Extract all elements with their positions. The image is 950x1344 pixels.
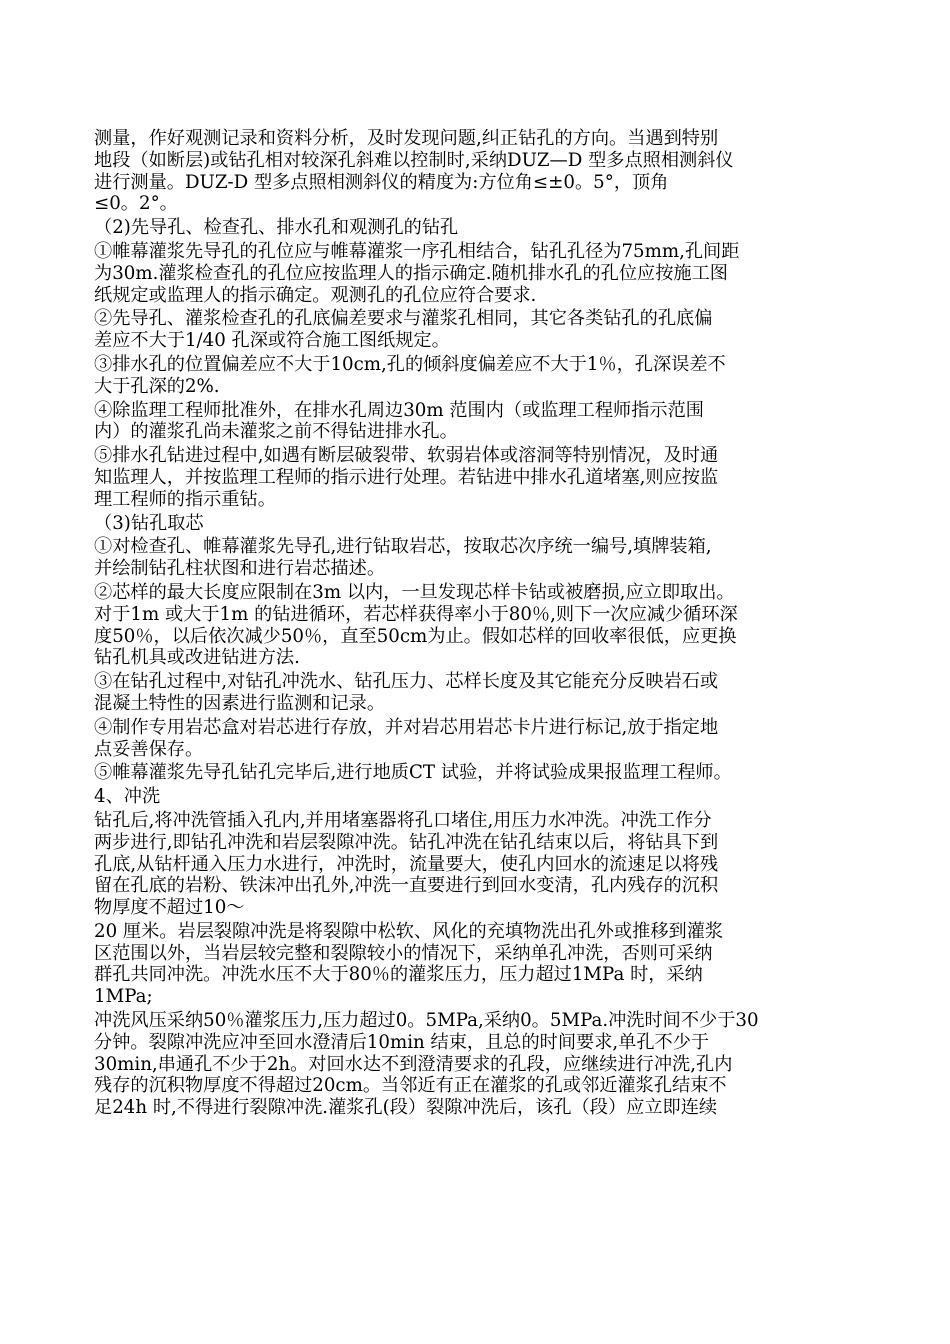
paragraph bbox=[94, 810, 864, 919]
paragraph bbox=[94, 400, 864, 444]
text-line: 度50％，以后依次减少50％，直至50cm为止。假如芯样的回收率很低，应更换 bbox=[94, 625, 737, 647]
text-line: ④制作专用岩芯盒对岩芯进行存放，并对岩芯用岩芯卡片进行标记,放于指定地 bbox=[94, 716, 719, 738]
text-line: （2)先导孔、检查孔、排水孔和观测孔的钻孔 bbox=[94, 217, 459, 239]
text-line: ②先导孔、灌浆检查孔的孔底偏差要求与灌浆孔相同，其它各类钻孔的孔底偏 bbox=[94, 308, 713, 330]
paragraph bbox=[94, 717, 864, 761]
text-line: ③在钻孔过程中,对钻孔冲洗水、钻孔压力、芯样长度及其它能充分反映岩石或 bbox=[94, 671, 719, 693]
text-line: 残存的沉积物厚度不得超过20cm。当邻近有正在灌浆的孔或邻近灌浆孔结束不 bbox=[94, 1075, 727, 1097]
text-line: 纸规定或监理人的指示确定。观测孔的孔位应符合要求. bbox=[94, 284, 537, 306]
text-line: 钻孔机具或改进钻进方法. bbox=[94, 647, 300, 669]
text-line: 4、冲洗 bbox=[94, 786, 161, 808]
paragraph bbox=[94, 241, 864, 306]
paragraph bbox=[94, 128, 864, 215]
text-line: （3)钻孔取芯 bbox=[94, 512, 204, 534]
paragraph bbox=[94, 582, 864, 669]
text-line: 点妥善保存。 bbox=[94, 738, 204, 760]
text-line: 孔底,从钻杆通入压力水进行，冲洗时，流量要大，使孔内回水的流速足以将残 bbox=[94, 853, 719, 875]
paragraph bbox=[94, 513, 864, 535]
text-line: 分钟。裂隙冲洗应冲至回水澄清后10min 结束，且总的时间要求,单孔不少于 bbox=[94, 1031, 710, 1053]
text-line: ④除监理工程师批准外，在排水孔周边30m 范围内（或监理工程师指示范围 bbox=[94, 399, 704, 421]
text-line: ②芯样的最大长度应限制在3m 以内，一旦发现芯样卡钻或被磨损,应立即取出。 bbox=[94, 581, 735, 603]
text-line: ⑤帷幕灌浆先导孔钻孔完毕后,进行地质CT 试验，并将试验成果报监理工程师。 bbox=[94, 762, 732, 784]
text-line: 内）的灌浆孔尚未灌浆之前不得钻进排水孔。 bbox=[94, 421, 458, 443]
paragraph bbox=[94, 308, 864, 352]
document-page bbox=[94, 128, 864, 1121]
text-line: 测量，作好观测记录和资料分析，及时发现问题,纠正钻孔的方向。当遇到特别 bbox=[94, 128, 719, 149]
paragraph bbox=[94, 921, 864, 1008]
text-line: ≤0。2°。 bbox=[94, 193, 178, 215]
text-line: 理工程师的指示重钻。 bbox=[94, 488, 276, 510]
text-line: 群孔共同冲洗。冲洗水压不大于80％的灌浆压力，压力超过1MPa 时，采纳 bbox=[94, 964, 703, 986]
text-line: 对于1m 或大于1m 的钻进循环，若芯样获得率小于80％,则下一次应减少循环深 bbox=[94, 603, 738, 625]
text-line: ③排水孔的位置偏差应不大于10cm,孔的倾斜度偏差应不大于1％，孔深误差不 bbox=[94, 353, 726, 375]
text-line: 20 厘米。岩层裂隙冲洗是将裂隙中松软、风化的充填物洗出孔外或推移到灌浆 bbox=[94, 920, 724, 942]
text-line: ①帷幕灌浆先导孔的孔位应与帷幕灌浆一序孔相结合，钻孔孔径为75mm,孔间距 bbox=[94, 240, 740, 262]
text-line: 两步进行,即钻孔冲洗和岩层裂隙冲洗。钻孔冲洗在钻孔结束以后，将钻具下到 bbox=[94, 831, 719, 853]
text-line: 并绘制钻孔柱状图和进行岩芯描述。 bbox=[94, 558, 386, 580]
paragraph bbox=[94, 671, 864, 715]
text-line: 大于孔深的2%. bbox=[94, 375, 220, 397]
paragraph bbox=[94, 1010, 864, 1119]
text-line: 留在孔底的岩粉、铁沫冲出孔外,冲洗一直要进行到回水变清，孔内残存的沉积 bbox=[94, 875, 719, 897]
text-line: 地段（如断层)或钻孔相对较深孔斜难以控制时,采纳DUZ—D 型多点照相测斜仪 bbox=[94, 149, 734, 171]
text-line: 混凝土特性的因素进行监测和记录。 bbox=[94, 692, 386, 714]
text-line: 30min,串通孔不少于2h。对回水达不到澄清要求的孔段，应继续进行冲洗,孔内 bbox=[94, 1053, 733, 1075]
text-line: ①对检查孔、帷幕灌浆先导孔,进行钻取岩芯，按取芯次序统一编号,填牌装箱, bbox=[94, 536, 712, 558]
paragraph bbox=[94, 536, 864, 580]
text-line: ⑤排水孔钻进过程中,如遇有断层破裂带、软弱岩体或溶洞等特别情况，及时通 bbox=[94, 445, 719, 467]
text-line: 足24h 时,不得进行裂隙冲洗.灌浆孔(段）裂隙冲洗后，该孔（段）应立即连续 bbox=[94, 1097, 718, 1119]
paragraph bbox=[94, 354, 864, 398]
text-line: 差应不大于1/40 孔深或符合施工图纸规定。 bbox=[94, 330, 450, 352]
text-line: 钻孔后,将冲洗管插入孔内,并用堵塞器将孔口堵住,用压力水冲洗。冲洗工作分 bbox=[94, 809, 712, 831]
text-line: 为30m.灌浆检查孔的孔位应按监理人的指示确定.随机排水孔的孔位应按施工图 bbox=[94, 262, 728, 284]
text-line: 1MPa; bbox=[94, 986, 153, 1008]
text-line: 物厚度不超过10～ bbox=[94, 897, 245, 919]
text-line: 知监理人，并按监理工程师的指示进行处理。若钻进中排水孔道堵塞,则应按监 bbox=[94, 466, 719, 488]
paragraph bbox=[94, 217, 864, 239]
text-line: 冲洗风压采纳50％灌浆压力,压力超过0。5MPa,采纳0。5MPa.冲洗时间不少于30 bbox=[94, 1010, 759, 1032]
text-line: 进行测量。DUZ-D 型多点照相测斜仪的精度为:方位角≤±0。5°，顶角 bbox=[94, 171, 669, 193]
paragraph bbox=[94, 445, 864, 510]
paragraph bbox=[94, 786, 864, 808]
text-line: 区范围以外，当岩层较完整和裂隙较小的情况下，采纳单孔冲洗，否则可采纳 bbox=[94, 942, 713, 964]
paragraph bbox=[94, 762, 864, 784]
